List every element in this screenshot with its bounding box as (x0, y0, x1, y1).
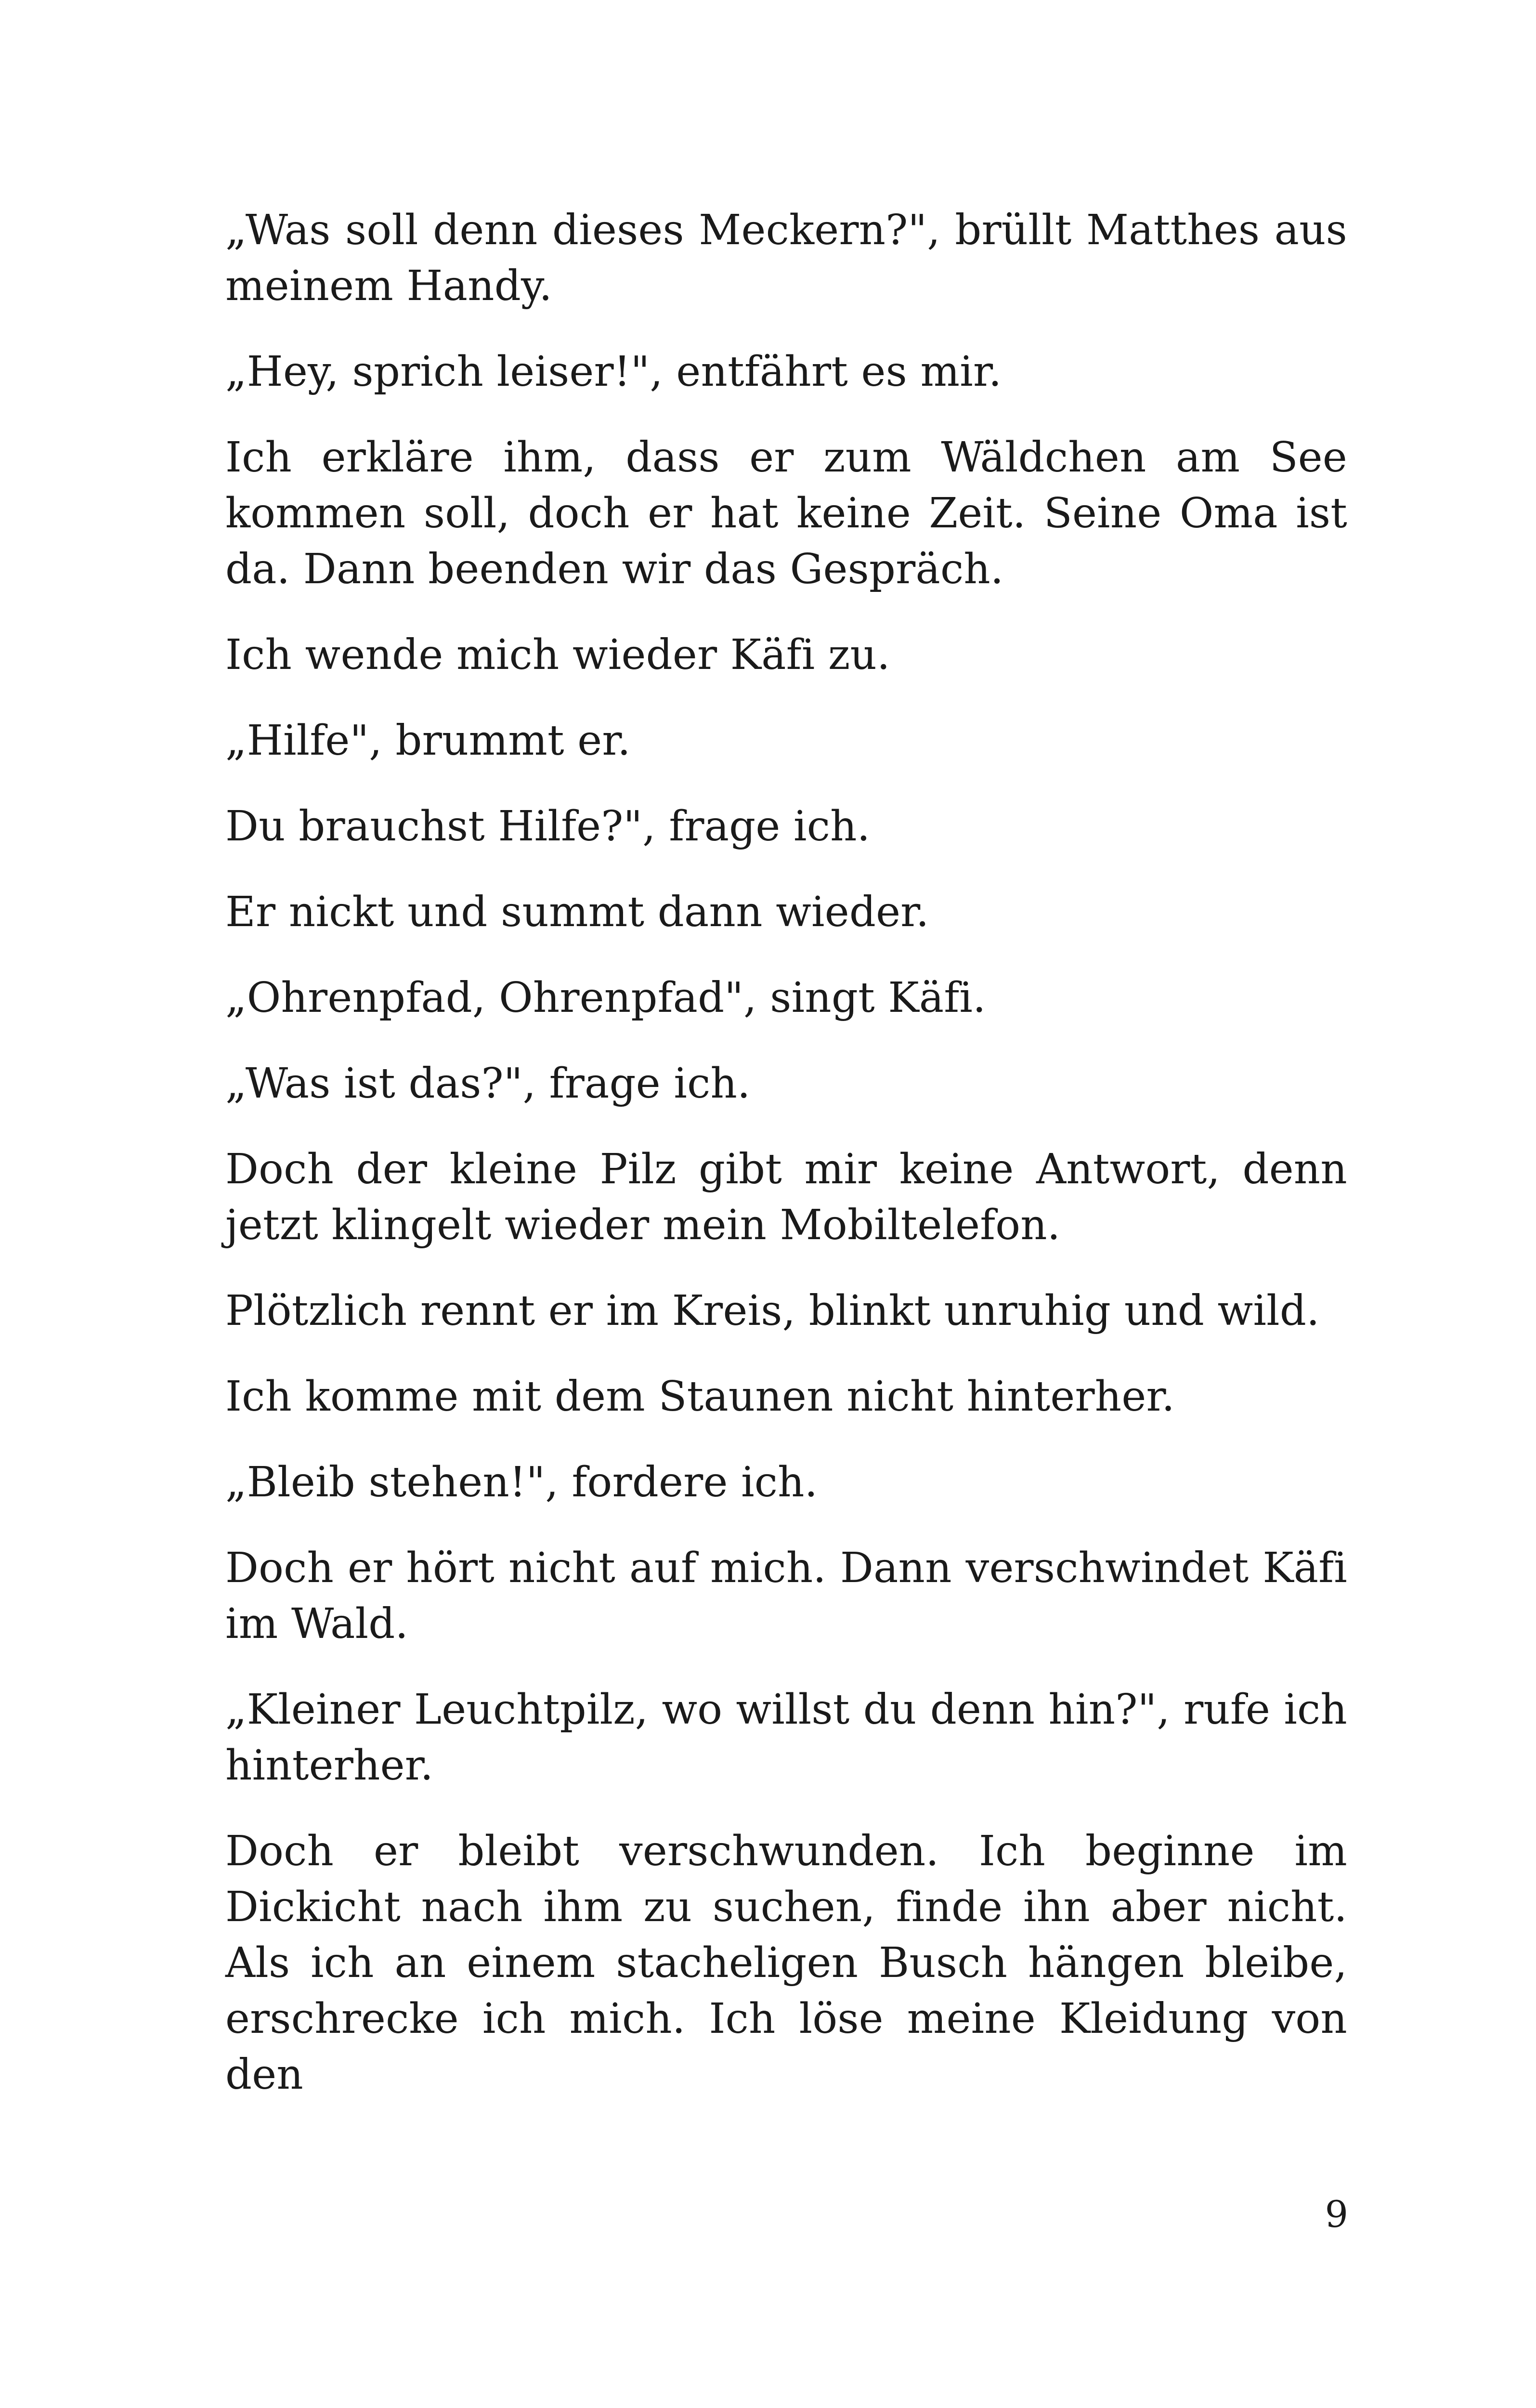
paragraph-5: „Hilfe", brummt er. (225, 717, 631, 765)
page-number: 9 (1325, 2193, 1348, 2236)
paragraph-13: „Bleib stehen!", fordere ich. (225, 1458, 818, 1506)
paragraph-14: Doch er hört nicht auf mich. Dann verschwindet Käfi im Wald. (225, 1544, 1347, 1648)
paragraph-15: „Kleiner Leuchtpilz, wo willst du denn hin?", rufe ich hinterher. (225, 1686, 1347, 1790)
paragraph-9: „Was ist das?", frage ich. (225, 1060, 751, 1108)
paragraph-10: Doch der kleine Pilz gibt mir keine Antwort, denn jetzt klingelt wieder mein Mobiltelefon. (225, 1145, 1347, 1249)
paragraph-7: Er nickt und summt dann wieder. (225, 888, 929, 936)
body-text (225, 202, 1347, 2133)
paragraph-16: Doch er bleibt verschwunden. Ich beginne im Dickicht nach ihm zu suchen, finde ihn aber nicht. Als ich an einem stacheligen Busch hängen bleibe, erschrecke ich mich. Ich löse meine Kleidung von den (225, 1827, 1347, 2099)
paragraph-8: „Ohrenpfad, Ohrenpfad", singt Käfi. (225, 974, 986, 1022)
paragraph-3: Ich erkläre ihm, dass er zum Wäldchen am See kommen soll, doch er hat keine Zeit. Seine Oma ist da. Dann beenden wir das Gespräch. (225, 433, 1347, 593)
paragraph-12: Ich komme mit dem Staunen nicht hinterher. (225, 1373, 1175, 1421)
paragraph-11: Plötzlich rennt er im Kreis, blinkt unruhig und wild. (225, 1287, 1320, 1335)
paragraph-4: Ich wende mich wieder Käfi zu. (225, 631, 890, 679)
paragraph-1: „Was soll denn dieses Meckern?", brüllt Matthes aus meinem Handy. (225, 206, 1347, 310)
paragraph-2: „Hey, sprich leiser!", entfährt es mir. (225, 348, 1002, 396)
paragraph-6: Du brauchst Hilfe?", frage ich. (225, 802, 871, 851)
